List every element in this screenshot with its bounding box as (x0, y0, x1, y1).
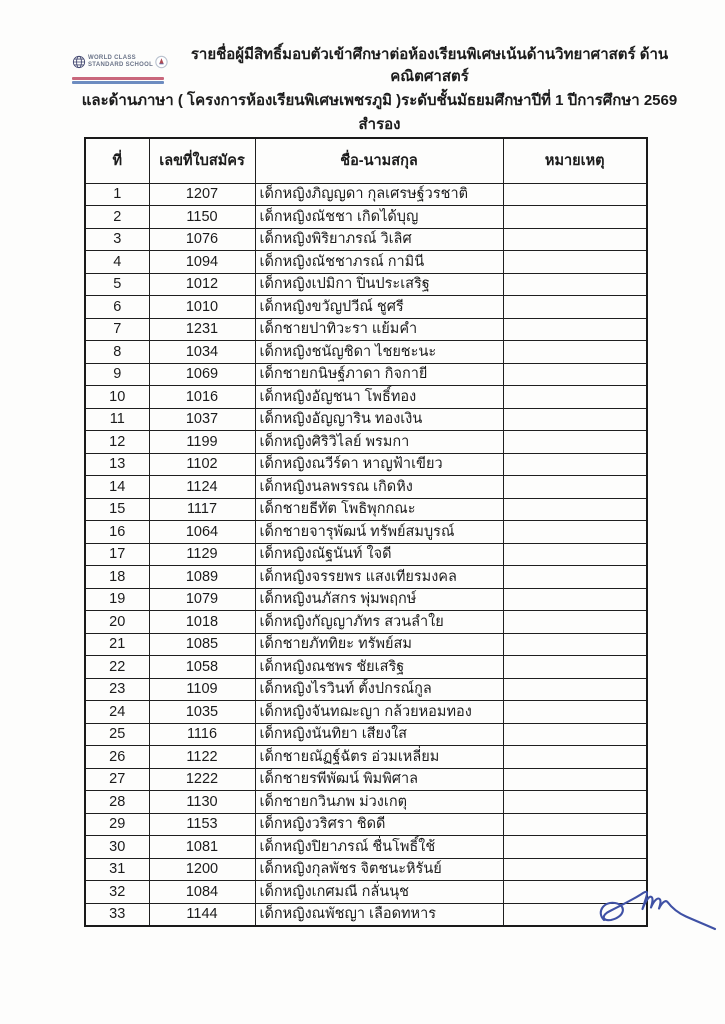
row-no: 19 (85, 588, 149, 611)
column-header-name: ชื่อ-นามสกุล (255, 138, 503, 183)
row-application-no: 1037 (149, 408, 255, 431)
row-no: 26 (85, 746, 149, 769)
row-no: 30 (85, 836, 149, 859)
row-remark (503, 678, 647, 701)
row-application-no: 1018 (149, 611, 255, 634)
row-application-no: 1079 (149, 588, 255, 611)
row-application-no: 1200 (149, 858, 255, 881)
row-application-no: 1222 (149, 768, 255, 791)
row-remark (503, 611, 647, 634)
row-no: 21 (85, 633, 149, 656)
row-name: เด็กหญิงนันทิยา เสียงใส (255, 723, 503, 746)
table-row (85, 543, 647, 566)
column-header-application: เลขที่ใบสมัคร (149, 138, 255, 183)
page-title-line1: รายชื่อผู้มีสิทธิ์มอบตัวเข้าศึกษาต่อห้องเรียนพิเศษเน้นด้านวิทยาศาสตร์ ด้านคณิตศาสตร์ (190, 46, 669, 85)
document-header (72, 44, 687, 136)
table-row (85, 453, 647, 476)
row-no: 28 (85, 791, 149, 814)
row-no: 10 (85, 386, 149, 409)
table-row (85, 206, 647, 229)
row-remark (503, 588, 647, 611)
row-no: 20 (85, 611, 149, 634)
row-application-no: 1084 (149, 881, 255, 904)
table-row (85, 678, 647, 701)
row-remark (503, 543, 647, 566)
row-application-no: 1089 (149, 566, 255, 589)
table-row (85, 701, 647, 724)
row-application-no: 1109 (149, 678, 255, 701)
row-remark (503, 858, 647, 881)
row-remark (503, 791, 647, 814)
globe-icon (72, 49, 86, 75)
row-remark (503, 363, 647, 386)
row-name: เด็กหญิงวริศรา ชิดดี (255, 813, 503, 836)
row-no: 29 (85, 813, 149, 836)
row-application-no: 1010 (149, 296, 255, 319)
row-no: 5 (85, 273, 149, 296)
row-name: เด็กหญิงภิญญดา กุลเศรษฐ์วรชาติ (255, 183, 503, 206)
stripe-bottom (72, 81, 164, 84)
row-remark (503, 296, 647, 319)
school-emblem-icon (155, 50, 168, 74)
table-row (85, 273, 647, 296)
row-no: 9 (85, 363, 149, 386)
row-name: เด็กหญิงปิยาภรณ์ ชื่นโพธิ์ใช้ (255, 836, 503, 859)
row-application-no: 1150 (149, 206, 255, 229)
row-application-no: 1130 (149, 791, 255, 814)
row-application-no: 1012 (149, 273, 255, 296)
row-remark (503, 723, 647, 746)
row-application-no: 1144 (149, 903, 255, 926)
page-title-line3: สำรอง (358, 116, 401, 133)
table-row (85, 813, 647, 836)
table-row (85, 363, 647, 386)
row-name: เด็กหญิงณวีร์ดา หาญฟ้าเขียว (255, 453, 503, 476)
table-row (85, 431, 647, 454)
row-name: เด็กชายภัททิยะ ทรัพย์สม (255, 633, 503, 656)
row-name: เด็กหญิงนลพรรณ เกิดหิง (255, 476, 503, 499)
row-no: 15 (85, 498, 149, 521)
row-no: 22 (85, 656, 149, 679)
row-no: 1 (85, 183, 149, 206)
row-name: เด็กหญิงจรรยพร แสงเทียรมงคล (255, 566, 503, 589)
row-name: เด็กหญิงศิริวิไลย์ พรมกา (255, 431, 503, 454)
row-remark (503, 521, 647, 544)
row-remark (503, 206, 647, 229)
row-application-no: 1076 (149, 228, 255, 251)
table-row (85, 611, 647, 634)
row-no: 24 (85, 701, 149, 724)
row-application-no: 1199 (149, 431, 255, 454)
row-no: 18 (85, 566, 149, 589)
row-application-no: 1069 (149, 363, 255, 386)
row-no: 7 (85, 318, 149, 341)
row-name: เด็กหญิงไรวินท์ ตั้งปกรณ์กูล (255, 678, 503, 701)
logo-stripes (72, 77, 164, 84)
row-name: เด็กหญิงกุลพัชร จิตชนะหิรันย์ (255, 858, 503, 881)
table-row (85, 768, 647, 791)
row-name: เด็กชายธีทัต โพธิพุกกณะ (255, 498, 503, 521)
row-application-no: 1153 (149, 813, 255, 836)
row-name: เด็กหญิงขวัญปวีณ์ ชูศรี (255, 296, 503, 319)
row-no: 31 (85, 858, 149, 881)
row-remark (503, 836, 647, 859)
row-application-no: 1081 (149, 836, 255, 859)
row-name: เด็กหญิงอัญญาริน ทองเงิน (255, 408, 503, 431)
row-remark (503, 228, 647, 251)
row-name: เด็กหญิงเปมิกา ปิ่นประเสริฐ (255, 273, 503, 296)
row-application-no: 1117 (149, 498, 255, 521)
table-row (85, 251, 647, 274)
row-remark (503, 408, 647, 431)
row-application-no: 1116 (149, 723, 255, 746)
table-row (85, 903, 647, 926)
row-remark (503, 701, 647, 724)
row-application-no: 1231 (149, 318, 255, 341)
row-no: 14 (85, 476, 149, 499)
row-application-no: 1035 (149, 701, 255, 724)
table-row (85, 656, 647, 679)
row-name: เด็กหญิงอัญชนา โพธิ์ทอง (255, 386, 503, 409)
table-row (85, 723, 647, 746)
row-name: เด็กชายจารุพัฒน์ ทรัพย์สมบูรณ์ (255, 521, 503, 544)
school-logo (72, 49, 168, 84)
row-application-no: 1124 (149, 476, 255, 499)
row-application-no: 1058 (149, 656, 255, 679)
row-name: เด็กหญิงพิริยาภรณ์ วิเลิศ (255, 228, 503, 251)
row-name: เด็กชายกนิษฐ์ภาดา กิจกายี (255, 363, 503, 386)
row-name: เด็กหญิงนภัสกร พุ่มพฤกษ์ (255, 588, 503, 611)
table-row (85, 858, 647, 881)
row-name: เด็กหญิงกัญญาภัทร สวนลำใย (255, 611, 503, 634)
row-name: เด็กหญิงชนัญชิดา ไชยชะนะ (255, 341, 503, 364)
student-table (84, 137, 648, 927)
row-name: เด็กชายปาทิวะรา แย้มคำ (255, 318, 503, 341)
row-no: 32 (85, 881, 149, 904)
row-no: 27 (85, 768, 149, 791)
row-no: 16 (85, 521, 149, 544)
table-row (85, 633, 647, 656)
row-remark (503, 431, 647, 454)
row-remark (503, 566, 647, 589)
row-name: เด็กหญิงณัชชาภรณ์ กามินี (255, 251, 503, 274)
row-application-no: 1064 (149, 521, 255, 544)
table-row (85, 318, 647, 341)
table-row (85, 566, 647, 589)
table-row (85, 341, 647, 364)
row-application-no: 1094 (149, 251, 255, 274)
row-remark (503, 656, 647, 679)
row-no: 8 (85, 341, 149, 364)
row-remark (503, 273, 647, 296)
column-header-no: ที่ (85, 138, 149, 183)
row-no: 23 (85, 678, 149, 701)
row-application-no: 1122 (149, 746, 255, 769)
row-no: 2 (85, 206, 149, 229)
table-header-row (85, 138, 647, 183)
row-name: เด็กหญิงณัฐนันท์ ใจดี (255, 543, 503, 566)
row-name: เด็กหญิงณชพร ชัยเสริฐ (255, 656, 503, 679)
row-remark (503, 633, 647, 656)
signature (594, 886, 719, 964)
table-row (85, 386, 647, 409)
row-name: เด็กชายรพีพัฒน์ พิมพิศาล (255, 768, 503, 791)
row-name: เด็กหญิงณพัชญา เลือดทหาร (255, 903, 503, 926)
table-row (85, 183, 647, 206)
row-application-no: 1102 (149, 453, 255, 476)
table-row (85, 228, 647, 251)
column-header-remark: หมายเหตุ (503, 138, 647, 183)
table-row (85, 836, 647, 859)
row-remark (503, 386, 647, 409)
table-row (85, 588, 647, 611)
row-no: 12 (85, 431, 149, 454)
row-name: เด็กหญิงเกศมณี กลั่นนุช (255, 881, 503, 904)
row-remark (503, 251, 647, 274)
table-row (85, 296, 647, 319)
row-name: เด็กหญิงจันทฌะญา กล้วยหอมทอง (255, 701, 503, 724)
row-name: เด็กชายณัฏฐ์ฉัตร อ่วมเหลี่ยม (255, 746, 503, 769)
table-row (85, 881, 647, 904)
student-table-body (85, 183, 647, 926)
row-no: 25 (85, 723, 149, 746)
row-name: เด็กหญิงณัชชา เกิดได้บุญ (255, 206, 503, 229)
table-row (85, 408, 647, 431)
row-application-no: 1207 (149, 183, 255, 206)
row-remark (503, 453, 647, 476)
row-no: 33 (85, 903, 149, 926)
row-remark (503, 813, 647, 836)
table-row (85, 521, 647, 544)
row-application-no: 1016 (149, 386, 255, 409)
table-row (85, 746, 647, 769)
row-no: 4 (85, 251, 149, 274)
row-no: 3 (85, 228, 149, 251)
row-application-no: 1034 (149, 341, 255, 364)
row-remark (503, 746, 647, 769)
row-remark (503, 341, 647, 364)
page-title-line2: และด้านภาษา ( โครงการห้องเรียนพิเศษเพชรภูมิ )ระดับชั้นมัธยมศึกษาปีที่ 1 ปีการศึกษา 2569 (81, 92, 678, 109)
row-no: 17 (85, 543, 149, 566)
table-row (85, 476, 647, 499)
row-application-no: 1129 (149, 543, 255, 566)
row-name: เด็กชายกวินภพ ม่วงเกตุ (255, 791, 503, 814)
row-remark (503, 498, 647, 521)
row-no: 13 (85, 453, 149, 476)
row-no: 11 (85, 408, 149, 431)
table-row (85, 791, 647, 814)
row-application-no: 1085 (149, 633, 255, 656)
row-remark (503, 318, 647, 341)
row-remark (503, 768, 647, 791)
table-row (85, 498, 647, 521)
row-remark (503, 183, 647, 206)
stripe-top (72, 77, 164, 80)
row-remark (503, 476, 647, 499)
logo-text: WORLD CLASS STANDARD SCHOOL (88, 54, 154, 68)
row-no: 6 (85, 296, 149, 319)
